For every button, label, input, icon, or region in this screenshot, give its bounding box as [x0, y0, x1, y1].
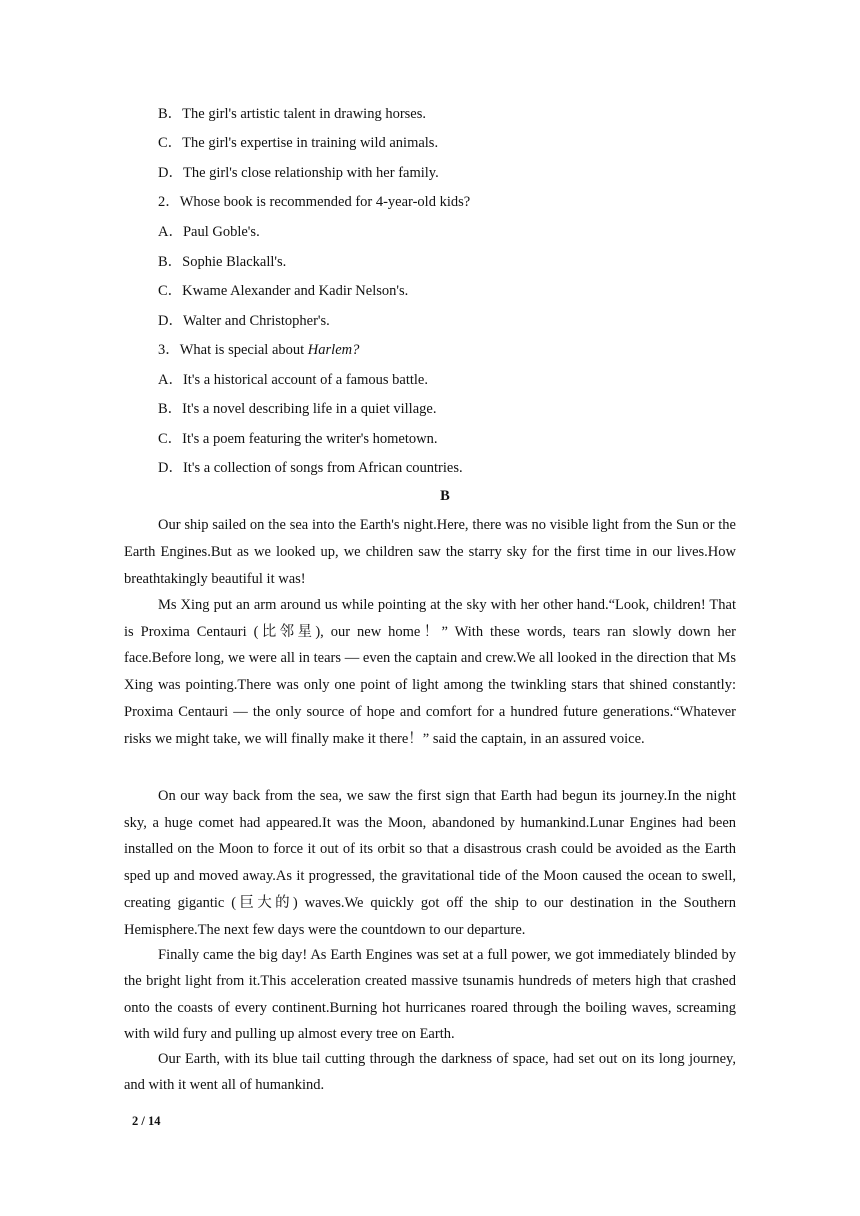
passage-paragraph-3: On our way back from the sea, we saw the first sign that Earth had begun its journey.In the night sky, a huge comet had appeared.It was the Moon, abandoned by humankind.Lunar Engines had been installed on the Moon to force it out of its orbit so that a disastrous crash could be avoided as the Earth sped up and moved away.As it progressed, the gravitational tide of the Moon caused the ocean to swell, creating gigantic (巨大的) waves.We quickly got off the ship to our destination in the Southern Hemisphere.The next few days were the countdown to our departure. [124, 788, 736, 938]
q3-option-b: B．It's a novel describing life in a quiet village. [158, 401, 437, 417]
q1-option-d: D．The girl's close relationship with her family. [158, 165, 439, 181]
q3-stem [158, 340, 359, 360]
passage-paragraph-5: Our Earth, with its blue tail cutting through the darkness of space, had set out on its long journey, and with it went all of humankind. [124, 1051, 736, 1093]
q3-option-c: C．It's a poem featuring the writer's hometown. [158, 431, 438, 447]
q3-option-d: D．It's a collection of songs from African countries. [158, 460, 463, 476]
q3-stem-title: Harlem? [307, 342, 360, 358]
q2-stem: 2．Whose book is recommended for 4-year-old kids? [158, 194, 471, 210]
passage-paragraph-4: Finally came the big day! As Earth Engines was set at a full power, we got immediately blinded by the bright light from it.This acceleration created massive tsunamis hundreds of meters high that crashed onto the coasts of every continent.Burning hot hurricanes roared through the boiling waves, screaming with wild fury and pulling up almost every tree on Earth. [124, 947, 736, 1042]
q2-option-d: D．Walter and Christopher's. [158, 313, 330, 329]
q1-option-c: C．The girl's expertise in training wild animals. [158, 135, 439, 151]
q1-option-b: B．The girl's artistic talent in drawing horses. [158, 106, 426, 122]
passage-paragraph-2: Ms Xing put an arm around us while pointing at the sky with her other hand.“Look, children! That is Proxima Centauri (比邻星), our new home！” With these words, tears ran slowly down her face.Before long, we were all in tears — even the captain and crew.We all looked in the direction that Ms Xing was pointing.There was only one point of light among the twinkling stars that shined constantly: Proxima Centauri — the only source of hope and comfort for a hundred future generations.“Whatever risks we might take, we will finally make it there！” said the captain, in an assured voice. [124, 597, 736, 747]
page-number: 2 / 14 [132, 1114, 161, 1128]
q2-option-a: A．Paul Goble's. [158, 224, 260, 240]
q3-option-a: A．It's a historical account of a famous battle. [158, 372, 428, 388]
q3-stem-text: 3．What is special about [158, 342, 308, 358]
q2-option-c: C．Kwame Alexander and Kadir Nelson's. [158, 283, 409, 299]
section-b-heading: B [440, 488, 450, 504]
q2-option-b: B．Sophie Blackall's. [158, 254, 287, 270]
passage-paragraph-1: Our ship sailed on the sea into the Earth's night.Here, there was no visible light from the Sun or the Earth Engines.But as we looked up, we children saw the starry sky for the first time in our lives.How breathtakingly beautiful it was! [124, 517, 736, 587]
